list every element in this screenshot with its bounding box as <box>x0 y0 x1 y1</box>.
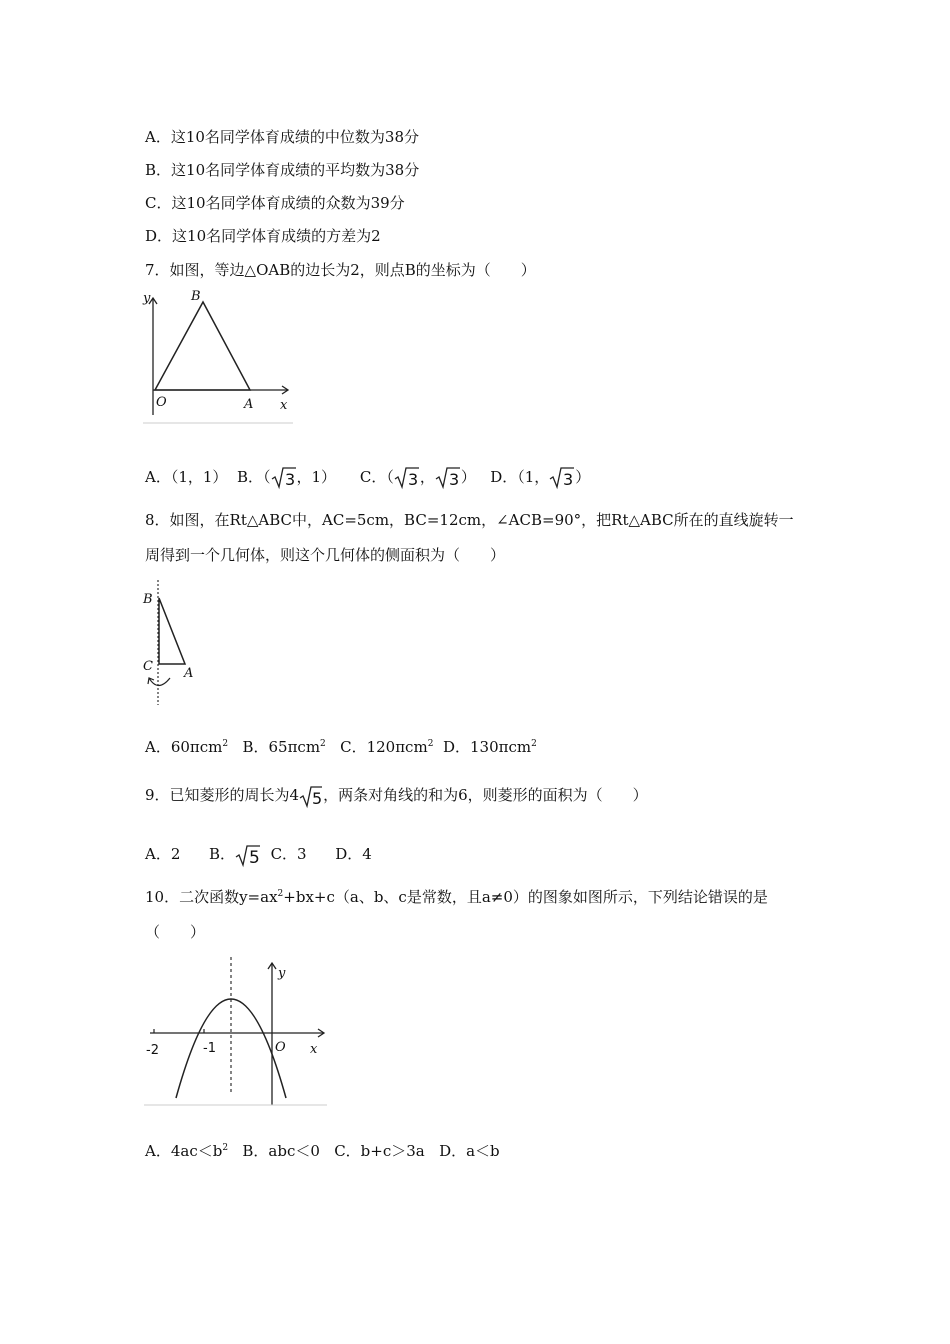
q10-label-neg1: -1 <box>203 1041 216 1056</box>
q10-stem-line2: （ ） <box>145 923 206 941</box>
q7-option-c: C．（ 3 ， 3 ） <box>359 468 476 489</box>
q10-figure <box>142 955 337 1110</box>
q9-option-d: D．4 <box>335 845 372 863</box>
q8-stem-line2: 周得到一个几何体，则这个几何体的侧面积为（ ） <box>145 546 506 564</box>
q6-option-a: A．这10名同学体育成绩的中位数为38分 <box>145 128 420 146</box>
q7-figure <box>143 290 298 430</box>
q8-label-b: B <box>143 592 153 607</box>
q7-stem: 7．如图，等边△OAB的边长为2，则点B的坐标为（ ） <box>145 261 536 279</box>
q10-label-y: y <box>278 966 286 981</box>
sqrt-icon <box>299 783 323 809</box>
svg-text:3: 3 <box>563 470 574 489</box>
q7-option-d: D．（1， 3 ） <box>490 468 591 489</box>
q10-label-x: x <box>310 1042 318 1057</box>
q10-option-b: B．abc＜0 <box>242 1142 320 1160</box>
q9-options <box>145 842 372 868</box>
q8-option-c: C．120πcm$^2$ <box>340 738 434 756</box>
svg-text:5: 5 <box>312 789 323 808</box>
q8-label-a: A <box>184 666 194 681</box>
q10-label-o: O <box>275 1040 286 1055</box>
q10-options <box>145 1141 500 1161</box>
q10-option-c: C．b+c＞3a <box>334 1142 425 1160</box>
q8-option-d: D．130πcm$^2$ <box>442 738 537 756</box>
q8-option-a: A．60πcm$^2$ <box>145 738 229 756</box>
q7-label-o: O <box>156 395 167 410</box>
q9-stem: 9．已知菱形的周长为4 5 ，两条对角线的和为6，则菱形的面积为（ ） <box>145 783 648 809</box>
q8-figure <box>140 580 210 710</box>
sqrt-icon <box>394 466 420 490</box>
svg-text:5: 5 <box>249 848 260 868</box>
q6-option-b: B．这10名同学体育成绩的平均数为38分 <box>145 161 420 179</box>
q7-label-y: y <box>143 291 151 306</box>
q8-options <box>145 737 537 757</box>
sqrt-icon <box>435 466 461 490</box>
q9-option-a: A．2 <box>145 845 181 863</box>
triangle-abc <box>159 598 185 664</box>
q10-option-a: A．$4ac<b^2$ <box>145 1142 229 1160</box>
q8-stem-line1: 8．如图，在Rt△ABC中，AC=5cm，BC=12cm，∠ACB=90°，把Rt△ABC所在的直线旋转一 <box>145 511 794 529</box>
q7-label-x: x <box>280 398 288 413</box>
q7-options <box>145 466 590 490</box>
svg-text:3: 3 <box>284 470 295 489</box>
sqrt-icon <box>549 466 575 490</box>
q7-option-b: B．（ 3 ，1） <box>236 468 337 489</box>
q10-label-neg2: -2 <box>146 1043 159 1058</box>
q8-label-c: C <box>143 659 153 674</box>
q7-label-b: B <box>191 289 201 304</box>
q10-stem-line1: 10．二次函数$y=ax^2+bx+c(a$、b、c是常数，且a≠0）的图象如图所示，下列结论错误的是 <box>145 888 768 906</box>
q9-option-b: B． 5 <box>209 845 261 863</box>
q8-option-b: B．65πcm$^2$ <box>242 738 326 756</box>
q10-option-d: D．a＜b <box>439 1142 500 1160</box>
q7-label-a: A <box>244 397 254 412</box>
q6-option-c: C．这10名同学体育成绩的众数为39分 <box>145 194 405 212</box>
svg-text:3: 3 <box>407 470 419 489</box>
sqrt-icon <box>235 842 261 868</box>
q6-option-d: D．这10名同学体育成绩的方差为2 <box>145 227 381 245</box>
svg-text:3: 3 <box>448 470 460 489</box>
triangle-oab <box>155 302 250 390</box>
sqrt-icon <box>271 466 297 490</box>
q9-option-c: C．3 <box>270 845 307 863</box>
q7-option-a: A．（1，1） <box>145 468 228 486</box>
